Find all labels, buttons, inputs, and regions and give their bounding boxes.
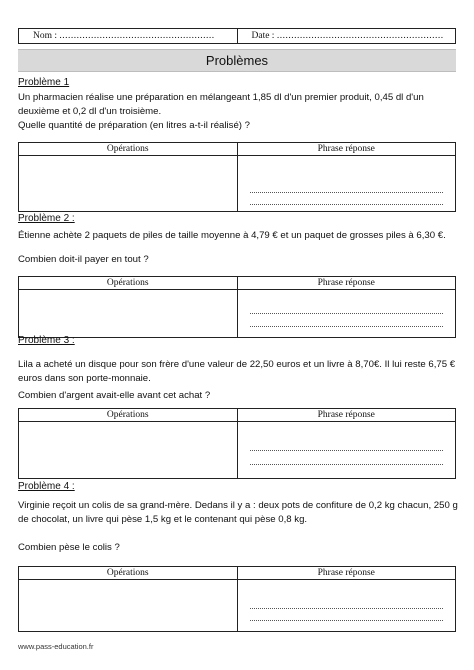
answer-header: Phrase réponse	[237, 567, 456, 579]
answer-area[interactable]	[237, 290, 456, 337]
operations-header: Opérations	[106, 278, 149, 288]
problem-1-heading: Problème 1	[18, 77, 70, 88]
date-dots: ..........................................................	[276, 31, 444, 41]
answer-line	[250, 608, 444, 609]
problem-2-answer-table	[18, 276, 456, 338]
problem-4-question: Combien pèse le colis ?	[18, 542, 120, 553]
problem-2-heading: Problème 2 :	[18, 213, 75, 224]
date-field[interactable]	[237, 29, 456, 43]
operations-area[interactable]	[19, 156, 237, 211]
problem-3-heading: Problème 3 :	[18, 335, 75, 346]
date-label: Date :	[251, 31, 275, 41]
answer-line	[250, 313, 444, 314]
answer-line	[250, 450, 444, 451]
operations-header: Opérations	[106, 144, 149, 154]
answer-area[interactable]	[237, 156, 456, 211]
page-title: Problèmes	[18, 49, 456, 72]
answer-line	[250, 326, 444, 327]
problem-1-question: Quelle quantité de préparation (en litres a-t-il réalisé) ?	[18, 120, 250, 131]
answer-area[interactable]	[237, 422, 456, 478]
name-dots: ......................................................	[59, 31, 215, 41]
name-date-header	[18, 28, 456, 44]
answer-area[interactable]	[237, 580, 456, 631]
problem-3-question: Combien d'argent avait-elle avant cet achat ?	[18, 390, 211, 401]
problem-2-statement: Étienne achète 2 paquets de piles de taille moyenne à 4,79 € et un paquet de grosses piles à 6,30 €.	[18, 230, 446, 241]
answer-header: Phrase réponse	[237, 409, 456, 421]
operations-header: Opérations	[106, 410, 149, 420]
answer-line	[250, 192, 444, 193]
problem-2-question: Combien doit-il payer en tout ?	[18, 254, 149, 265]
answer-line	[250, 620, 444, 621]
problem-4-heading: Problème 4 :	[18, 481, 75, 492]
problem-4-answer-table	[18, 566, 456, 632]
problem-3-statement: Lila a acheté un disque pour son frère d'une valeur de 22,50 euros et un livre à 8,70€. Il lui reste 6,75 € euros dans son porte-monnaie.	[18, 359, 456, 384]
operations-area[interactable]	[19, 580, 237, 631]
answer-line	[250, 204, 444, 205]
operations-header: Opérations	[106, 568, 149, 578]
name-label: Nom :	[33, 31, 58, 41]
problem-1-statement: Un pharmacien réalise une préparation en mélangeant 1,85 dl d'un premier produit, 0,45 dl d'un deuxième et 0,2 dl d'un troisième.	[18, 92, 424, 117]
operations-area[interactable]	[19, 290, 237, 337]
problem-3-answer-table	[18, 408, 456, 479]
problem-1-answer-table	[18, 142, 456, 212]
problem-4-statement: Virginie reçoit un colis de sa grand-mère. Dedans il y a : deux pots de confiture de 0,2 kg chacun, 250 g de chocolat, un livre qui pèse 1,5 kg et le contenant qui pèse 0,8 kg.	[18, 500, 458, 525]
answer-line	[250, 464, 444, 465]
name-field[interactable]	[19, 29, 237, 43]
answer-header: Phrase réponse	[237, 143, 456, 155]
answer-header: Phrase réponse	[237, 277, 456, 289]
footer-url: www.pass-education.fr	[18, 642, 94, 651]
operations-area[interactable]	[19, 422, 237, 478]
